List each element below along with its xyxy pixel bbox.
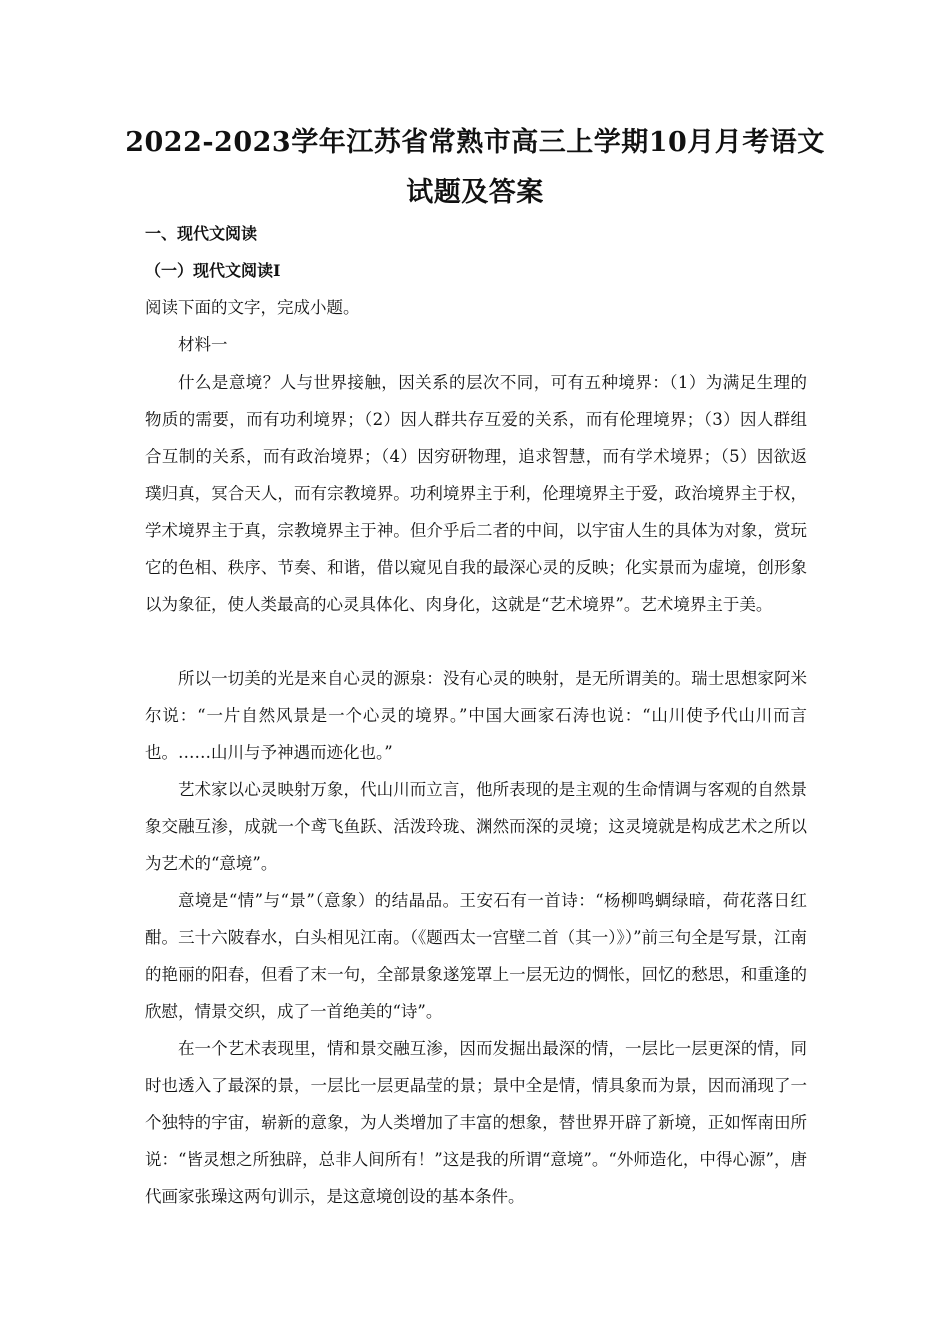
subsection-heading: （一）现代文阅读Ⅰ bbox=[145, 261, 281, 280]
paragraph-1: 什么是意境？人与世界接触，因关系的层次不同，可有五种境界：（1）为满足生理的物质的需要，而有功利境界；（2）因人群共存互爱的关系，而有伦理境界；（3）因人群组合互制的关系，而有政治境界；（4）因穷研物理，追求智慧，而有学术境界；（5）因欲返璞归真，冥合天人，而有宗教境界。功利境界主于利，伦理境界主于爱，政治境界主于权，学术境界主于真，宗教境界主于神。但介乎后二者的中间，以宇宙人生的具体为对象，赏玩它的色相、秩序、节奏、和谐，借以窥见自我的最深心灵的反映；化实景而为虚境，创形象以为象征，使人类最高的心灵具体化、肉身化，这就是“艺术境界”。艺术境界主于美。 bbox=[145, 373, 807, 614]
reading-instruction: 阅读下面的文字，完成小题。 bbox=[145, 298, 360, 317]
section-heading: 一、现代文阅读 bbox=[145, 224, 258, 243]
paragraph-2: 所以一切美的光是来自心灵的源泉：没有心灵的映射，是无所谓美的。瑞士思想家阿米尔说：“一片自然风景是一个心灵的境界。”中国大画家石涛也说：“山川使予代山川而言也。……山川与予神遇而迹化也。” bbox=[145, 669, 807, 762]
material-label: 材料一 bbox=[178, 335, 228, 354]
document-title: 2022-2023学年江苏省常熟市高三上学期10月月考语文试题及答案 bbox=[125, 127, 825, 208]
paragraph-5: 在一个艺术表现里，情和景交融互渗，因而发掘出最深的情，一层比一层更深的情，同时也透入了最深的景，一层比一层更晶莹的景；景中全是情，情具象而为景，因而涌现了一个独特的宇宙，崭新的意象，为人类增加了丰富的想象，替世界开辟了新境，正如恽南田所说：“皆灵想之所独辟，总非人间所有！”这是我的所谓“意境”。“外师造化，中得心源”，唐代画家张璪这两句训示，是这意境创设的基本条件。 bbox=[145, 1039, 807, 1206]
paragraph-4: 意境是“情”与“景”（意象）的结晶品。王安石有一首诗：“杨柳鸣蜩绿暗，荷花落日红酣。三十六陂春水，白头相见江南。（《题西太一宫壁二首（其一）》）”前三句全是写景，江南的艳丽的阳春，但看了末一句，全部景象遂笼罩上一层无边的惆怅，回忆的愁思，和重逢的欣慰，情景交织，成了一首绝美的“诗”。 bbox=[145, 891, 807, 1021]
paragraph-3: 艺术家以心灵映射万象，代山川而立言，他所表现的是主观的生命情调与客观的自然景象交融互渗，成就一个鸢飞鱼跃、活泼玲珑、渊然而深的灵境；这灵境就是构成艺术之所以为艺术的“意境”。 bbox=[145, 780, 807, 873]
